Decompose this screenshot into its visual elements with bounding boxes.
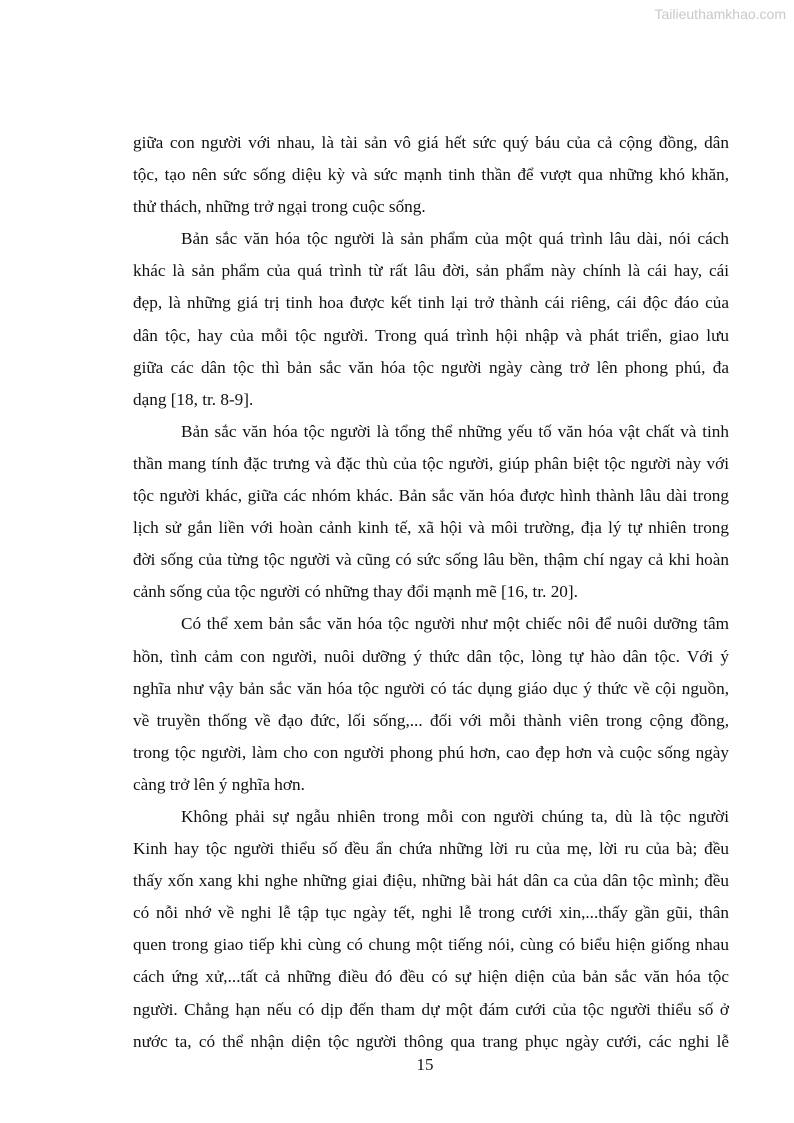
- text-line-content: giữa con người với nhau, là tài sản vô giá hết sức quý báu của cả cộng đồng, dân: [133, 133, 729, 152]
- text-line: [133, 386, 729, 418]
- text-line: [133, 835, 729, 867]
- text-line-content: hồn, tình cảm con người, nuôi dưỡng ý thức dân tộc, lòng tự hào dân tộc. Với ý: [133, 646, 729, 666]
- text-line-content: cảnh sống của tộc người có những thay đổi mạnh mẽ [16, tr. 20].: [133, 582, 578, 602]
- text-line-content: càng trở lên ý nghĩa hơn.: [133, 774, 305, 794]
- text-line: [133, 643, 729, 675]
- text-line: [133, 129, 729, 161]
- text-line: [133, 546, 729, 578]
- text-line: [133, 514, 729, 546]
- text-line: [133, 771, 729, 803]
- text-line-content: người. Chẳng hạn nếu có dịp đến tham dự một đám cưới của tộc người thiểu số ở: [133, 999, 729, 1019]
- text-line: [133, 899, 729, 931]
- text-line-content: Có thể xem bản sắc văn hóa tộc người như một chiếc nôi để nuôi dưỡng tâm: [181, 614, 729, 634]
- text-line: [133, 225, 729, 257]
- text-line-content: thấy xốn xang khi nghe những giai điệu, những bài hát dân ca của dân tộc mình; đều: [133, 871, 729, 891]
- watermark: Tailieuthamkhao.com: [654, 6, 786, 22]
- text-line: [133, 707, 729, 739]
- text-line: [133, 354, 729, 386]
- text-line: [133, 193, 729, 225]
- text-line-content: Bản sắc văn hóa tộc người là sản phẩm của một quá trình lâu dài, nói cách: [181, 229, 729, 249]
- text-line-content: lịch sử gắn liền với hoàn cảnh kinh tế, xã hội và môi trường, địa lý tự nhiên trong: [133, 518, 729, 538]
- text-line: [133, 803, 729, 835]
- text-line: [133, 482, 729, 514]
- text-line: [133, 963, 729, 995]
- page-number: 15: [416, 1055, 434, 1074]
- text-line: [133, 322, 729, 354]
- text-line: [133, 675, 729, 707]
- text-line-content: giữa các dân tộc thì bản sắc văn hóa tộc người ngày càng trở lên phong phú, đa: [133, 357, 729, 377]
- text-line-content: nghĩa như vậy bản sắc văn hóa tộc người có tác dụng giáo dục ý thức về cội nguồn,: [133, 678, 729, 698]
- text-line-content: đẹp, là những giá trị tinh hoa được kết tinh lại trở thành cái riêng, cái độc đáo của: [133, 293, 729, 313]
- text-line-content: thần mang tính đặc trưng và đặc thù của tộc người, giúp phân biệt tộc người này với: [133, 453, 729, 473]
- text-line-content: dân tộc, hay của mỗi tộc người. Trong quá trình hội nhập và phát triển, giao lưu: [133, 325, 729, 345]
- text-line: [133, 450, 729, 482]
- text-line: [133, 739, 729, 771]
- text-line: [133, 867, 729, 899]
- text-line: [133, 931, 729, 963]
- text-line-content: Kinh hay tộc người thiểu số đều ẩn chứa những lời ru của mẹ, lời ru của bà; đều: [133, 839, 729, 859]
- text-line: [133, 418, 729, 450]
- text-line: [133, 578, 729, 610]
- text-line-content: tộc người khác, giữa các nhóm khác. Bản sắc văn hóa được hình thành lâu dài trong: [133, 486, 729, 506]
- text-line-content: về truyền thống về đạo đức, lối sống,... đối với mỗi thành viên trong cộng đồng,: [133, 710, 729, 730]
- text-line-content: cách ứng xử,...tất cả những điều đó đều có sự hiện diện của bản sắc văn hóa tộc: [133, 967, 729, 987]
- text-line-content: Bản sắc văn hóa tộc người là tổng thể những yếu tố văn hóa vật chất và tinh: [181, 421, 729, 441]
- text-line: [133, 289, 729, 321]
- text-line-content: có nỗi nhớ về nghi lễ tập tục ngày tết, nghi lễ trong cưới xin,...thấy gần gũi, thân: [133, 903, 729, 923]
- text-line: [133, 610, 729, 642]
- text-line-content: quen trong giao tiếp khi cùng có chung một tiếng nói, cùng có biểu hiện giống nhau: [133, 935, 729, 955]
- text-line-content: Không phải sự ngẫu nhiên trong mỗi con người chúng ta, dù là tộc người: [181, 806, 729, 826]
- text-line-content: tộc, tạo nên sức sống diệu kỳ và sức mạnh tinh thần để vượt qua những khó khăn,: [133, 165, 729, 185]
- text-line-content: nước ta, có thể nhận diện tộc người thông qua trang phục ngày cưới, các nghi lễ: [133, 1031, 729, 1051]
- text-line-content: thử thách, những trở ngại trong cuộc sống.: [133, 197, 426, 217]
- text-line: [133, 257, 729, 289]
- text-line: [133, 996, 729, 1028]
- text-line-content: khác là sản phẩm của quá trình từ rất lâu đời, sản phẩm này chính là cái hay, cái: [133, 261, 729, 281]
- text-line-content: dạng [18, tr. 8-9].: [133, 389, 254, 409]
- text-line: [133, 161, 729, 193]
- text-line-content: đời sống của từng tộc người và cũng có sức sống lâu bền, thậm chí ngay cả khi hoàn: [133, 550, 729, 570]
- text-line-content: trong tộc người, làm cho con người phong phú hơn, cao đẹp hơn và cuộc sống ngày: [133, 742, 729, 762]
- document-body: [133, 129, 729, 1060]
